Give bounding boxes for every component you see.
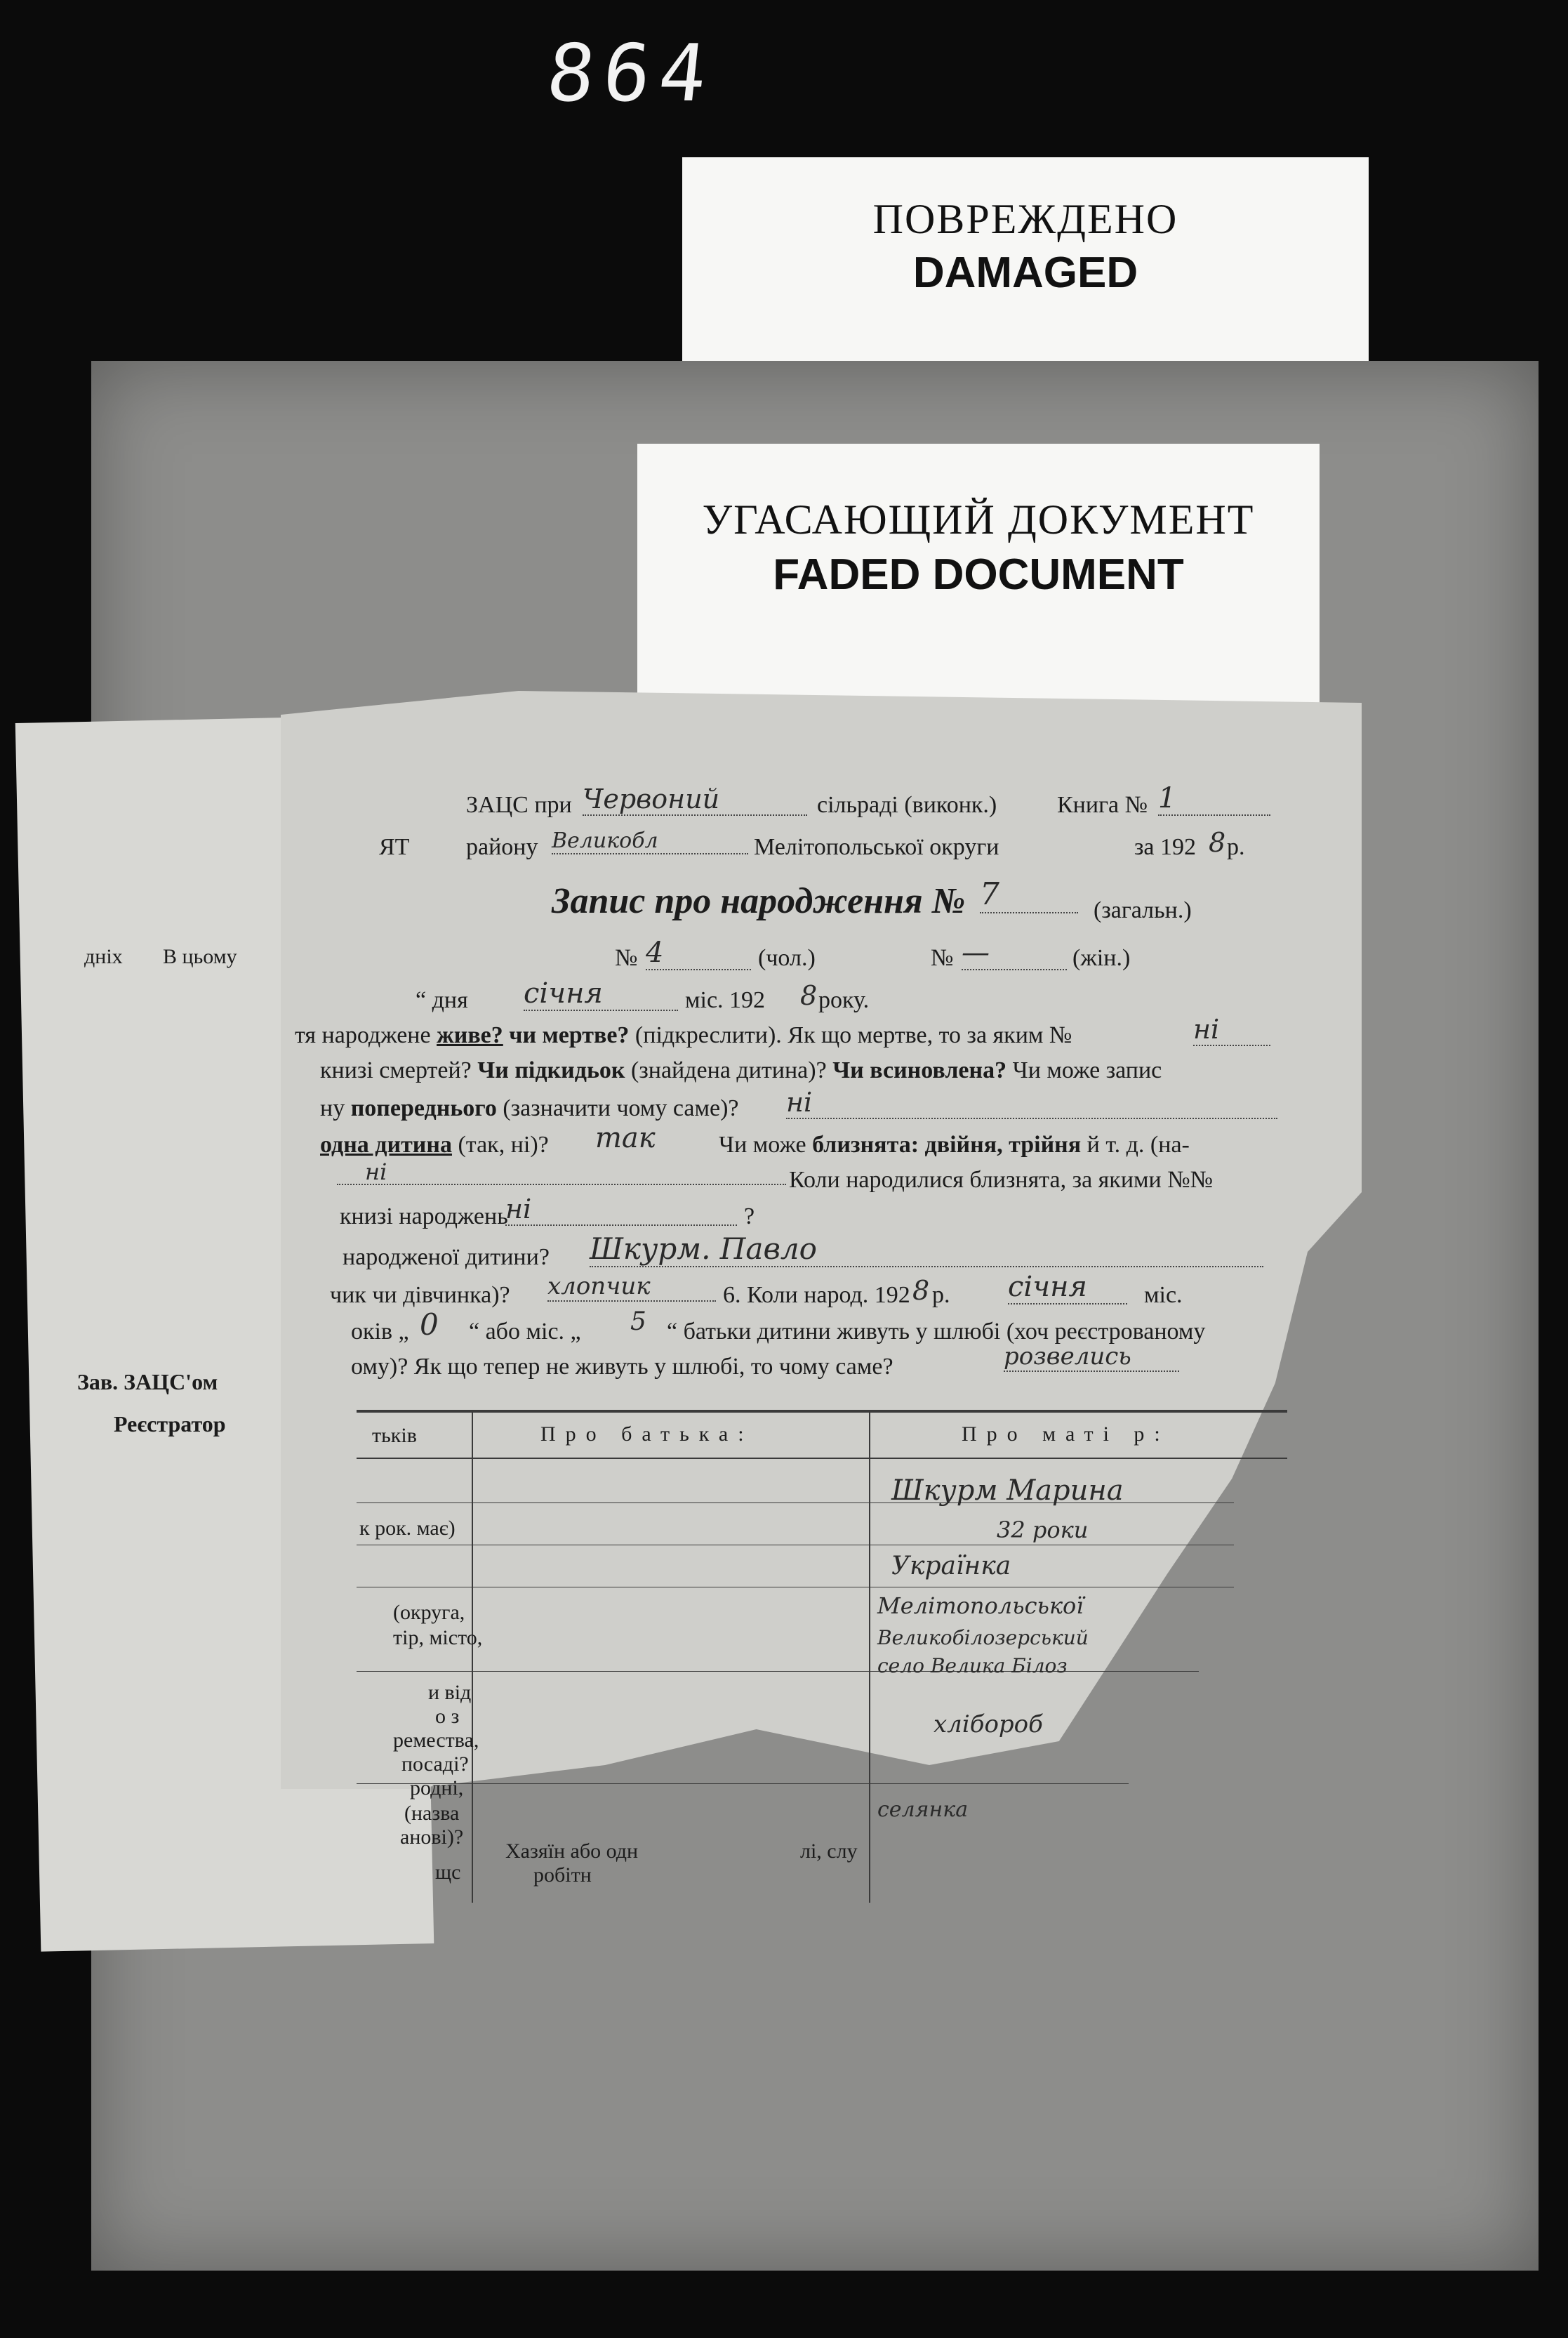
label-roku: року.	[818, 987, 870, 1013]
label-za-rik: за 192	[1134, 834, 1197, 860]
hw-mother-village: село Велика Білоз	[877, 1654, 1068, 1677]
label-okruhy: Мелітопольської округи	[754, 834, 999, 860]
q-foundling-b: Чи підкидьок	[477, 1057, 625, 1083]
hw-birth-month-2: січня	[1008, 1271, 1127, 1305]
q-sex: чик чи дівчинка)?	[330, 1282, 510, 1308]
q-twins-rest	[719, 1132, 1190, 1158]
row-label-posadi: посаді?	[401, 1752, 469, 1776]
q-previous-a: ну	[320, 1095, 345, 1121]
row-label-misto: тір, місто,	[393, 1626, 483, 1649]
row-label-rodni: родні,	[410, 1776, 464, 1799]
label-chol-no: №	[615, 945, 638, 971]
row-label-robitn: робітн	[533, 1863, 592, 1887]
q-alive-c: (підкреслити). Як що мертве, то за яким №	[634, 1022, 1072, 1048]
row-label-rok: к рок. має)	[359, 1517, 456, 1540]
q-child-name: народженої дитини?	[343, 1244, 550, 1270]
q-twins-b: (так, ні)?	[458, 1132, 549, 1158]
hw-mother-age: 32 роки	[997, 1517, 1089, 1543]
q-foundling-d: Чи всиновлена?	[832, 1057, 1007, 1083]
label-mis: міс. 192	[685, 987, 766, 1013]
hw-knyha-num: 1	[1158, 782, 1270, 816]
hw-child-name: Шкурм. Павло	[590, 1231, 1263, 1267]
label-chol: (чол.)	[758, 945, 816, 971]
q-foundling-line	[320, 1057, 1162, 1084]
q-why-not-married: ому)? Як що тепер не живуть у шлюбі, то чому саме?	[351, 1354, 893, 1380]
left-col-dnih: дніх	[84, 945, 123, 968]
row-label-o-z: о з	[435, 1705, 460, 1728]
label-yat: ЯТ	[379, 834, 410, 860]
hw-mother-okruha: Мелітопольської	[877, 1592, 1084, 1619]
col-header-father: Про батька:	[540, 1422, 754, 1446]
row-label-bottom: щс	[435, 1861, 461, 1884]
hw-birth-month: січня	[524, 977, 678, 1011]
q-twins-line	[320, 1132, 549, 1158]
row-label-batkiv: тьків	[372, 1424, 417, 1447]
hw-mother-rayon: Великобілозерський	[877, 1626, 1089, 1649]
row-label-hazain: Хазяїн або одн	[505, 1840, 639, 1863]
hw-q6-ans: ні	[505, 1194, 737, 1226]
q-birth-r: р.	[932, 1282, 950, 1308]
hw-zhin-num: —	[962, 937, 1067, 970]
hw-record-number: 7	[980, 876, 1078, 913]
hw-age-years: 0	[420, 1307, 439, 1342]
q-twins-e: й т. д. (на-	[1087, 1132, 1190, 1158]
hw-mother-status: селянка	[877, 1797, 969, 1822]
folio-number: 864	[543, 28, 720, 119]
q-age-a: оків „	[351, 1319, 409, 1345]
row-label-novi: анові)?	[400, 1825, 464, 1849]
q-previous-b: попереднього	[350, 1095, 497, 1121]
row-label-remeslo: ремества,	[393, 1729, 479, 1752]
row-label-okruha: (округа,	[393, 1601, 465, 1624]
hw-chol-num: 4	[646, 937, 751, 970]
hw-rayon: Великобл	[552, 828, 748, 854]
hw-q-twins-ans: так	[595, 1122, 656, 1154]
q-alive-zhyve: живе?	[437, 1022, 503, 1048]
q-twins-d: близнята: двійня, трійня	[812, 1132, 1082, 1158]
q-twins-a: одна дитина	[320, 1132, 452, 1158]
label-r: р.	[1227, 834, 1245, 860]
hw-q-alive-ans: ні	[1193, 1014, 1270, 1046]
label-knyha: Книга №	[1057, 792, 1148, 818]
hw-date-year-digit: 8	[800, 980, 818, 1011]
row-label-nazva: (назва	[404, 1802, 460, 1825]
faded-label-card	[637, 444, 1320, 704]
q-birth-mis: міс.	[1144, 1282, 1183, 1308]
q-birth-date: 6. Коли народ. 192	[723, 1282, 910, 1308]
table-col-line-1	[472, 1411, 473, 1903]
q-previous-line	[320, 1095, 739, 1122]
label-zhin: (жін.)	[1072, 945, 1131, 971]
hw-sex: хлопчик	[547, 1272, 716, 1302]
q-previous-c: (зазначити чому саме)?	[503, 1095, 739, 1121]
q-foundling-a: книзі смертей?	[320, 1057, 472, 1083]
table-row-rule-4	[357, 1671, 1199, 1672]
left-col-v-tsomu: В цьому	[163, 945, 237, 968]
hw-mother-nationality: Українка	[891, 1552, 1011, 1580]
label-silradi: сільраді (виконк.)	[817, 792, 997, 818]
q-alive-a: тя народжене	[295, 1022, 431, 1048]
label-reestrator: Реєстратор	[114, 1411, 226, 1437]
hw-age-months: 5	[630, 1307, 646, 1336]
hw-year-digit: 8	[1209, 827, 1226, 858]
row-label-i-vid: и від	[428, 1681, 472, 1704]
q-age-b: “ або міс. „	[469, 1319, 581, 1345]
q-alive-b: чи мертве?	[509, 1022, 630, 1048]
label-dnya: “ дня	[416, 987, 468, 1013]
label-zhin-no: №	[931, 945, 954, 971]
q-foundling-e: Чи може запис	[1012, 1057, 1162, 1083]
q-marriage: “ батьки дитини живуть у шлюбі (хоч реєстрованому	[667, 1319, 1206, 1345]
table-top-rule	[357, 1410, 1287, 1413]
label-zav-zags: Зав. ЗАЦС'ом	[77, 1369, 218, 1394]
damaged-label-ru: ПОВРЕЖДЕНО	[872, 196, 1178, 242]
hw-q5-ans: ні	[365, 1158, 387, 1185]
label-zags-pry: ЗАЦС при	[466, 792, 572, 818]
row-label-slu: лі, слу	[800, 1840, 858, 1863]
table-row-rule-5	[357, 1783, 1129, 1784]
table-header-rule	[357, 1458, 1287, 1459]
damaged-label-card	[682, 157, 1369, 389]
q-twins-c: Чи може	[719, 1132, 806, 1158]
label-rayonu: району	[466, 834, 538, 860]
hw-why-ans: розвелись	[1004, 1342, 1179, 1372]
hw-q-previous-ans: ні	[786, 1087, 1277, 1119]
hw-mother-name: Шкурм Марина	[891, 1474, 1124, 1507]
q-twins-numbers: Коли народилися близнята, за якими №№	[789, 1167, 1214, 1193]
label-zahaln: (загальн.)	[1094, 897, 1192, 923]
q6-qmark: ?	[744, 1203, 755, 1229]
q-alive-line	[295, 1022, 1072, 1049]
faded-label-ru: УГАСАЮЩИЙ ДОКУМЕНТ	[702, 496, 1255, 543]
table-col-line-2	[869, 1411, 870, 1903]
hw-village: Червоний	[583, 784, 807, 816]
q5-blank	[337, 1184, 786, 1185]
q-foundling-c: (знайдена дитина)?	[631, 1057, 827, 1083]
q-birth-book: книзі народжень	[340, 1203, 508, 1229]
damaged-label-en: DAMAGED	[912, 249, 1138, 297]
faded-label-en: FADED DOCUMENT	[773, 550, 1184, 599]
record-title: Запис про народження №	[552, 881, 966, 921]
col-header-mother: Про маті р:	[962, 1422, 1170, 1446]
hw-mother-occupation: хлібороб	[934, 1710, 1043, 1738]
hw-birth-year-digit: 8	[912, 1275, 930, 1306]
